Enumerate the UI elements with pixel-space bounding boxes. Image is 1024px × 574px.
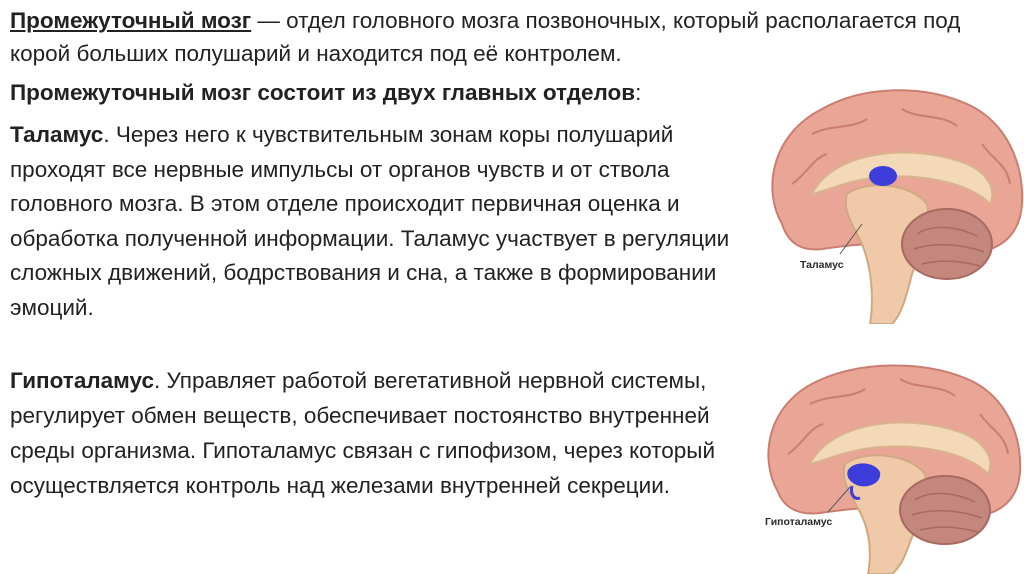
intro-term: Промежуточный мозг <box>10 8 252 33</box>
hypothalamus-text: . Управляет работой вегетативной нервной системы, регулирует обмен веществ, обеспечивает постоянство внутренней среды организма. Гипоталамус связан с гипофизом, через который осуществляется контроль над железами внутренней секреции. <box>10 368 716 498</box>
cerebellum <box>902 209 992 279</box>
hypothalamus-term: Гипоталамус <box>10 368 154 393</box>
hypothalamus-paragraph <box>10 363 750 503</box>
thalamus-term: Таламус <box>10 122 104 147</box>
thalamus-label: Таламус <box>800 259 844 271</box>
subtitle-colon: : <box>635 80 642 105</box>
cerebellum <box>900 476 990 544</box>
hypothalamus-label: Гипоталамус <box>765 516 833 528</box>
intro-text: — отдел головного мозга позвоночных, который располагается под корой больших полушарий и находится под её контролем. <box>10 8 961 66</box>
hypothalamus-brain-illustration <box>740 352 1024 574</box>
subtitle-text: Промежуточный мозг состоит из двух главных отделов <box>10 80 636 105</box>
thalamus-text: . Через него к чувствительным зонам коры полушарий проходят все нервные импульсы от органов чувств и от ствола головного мозга. В этом отделе происходит первичная оценка и обработка полученной информации. Таламус участвует в регуляции сложных движений, бодрствования и сна, а также в формировании эмоций. <box>10 122 730 320</box>
subtitle <box>10 76 770 110</box>
intro-paragraph <box>10 4 1010 70</box>
thalamus-paragraph <box>10 118 750 325</box>
thalamus-highlight <box>869 166 897 186</box>
thalamus-brain-illustration <box>752 74 1024 324</box>
